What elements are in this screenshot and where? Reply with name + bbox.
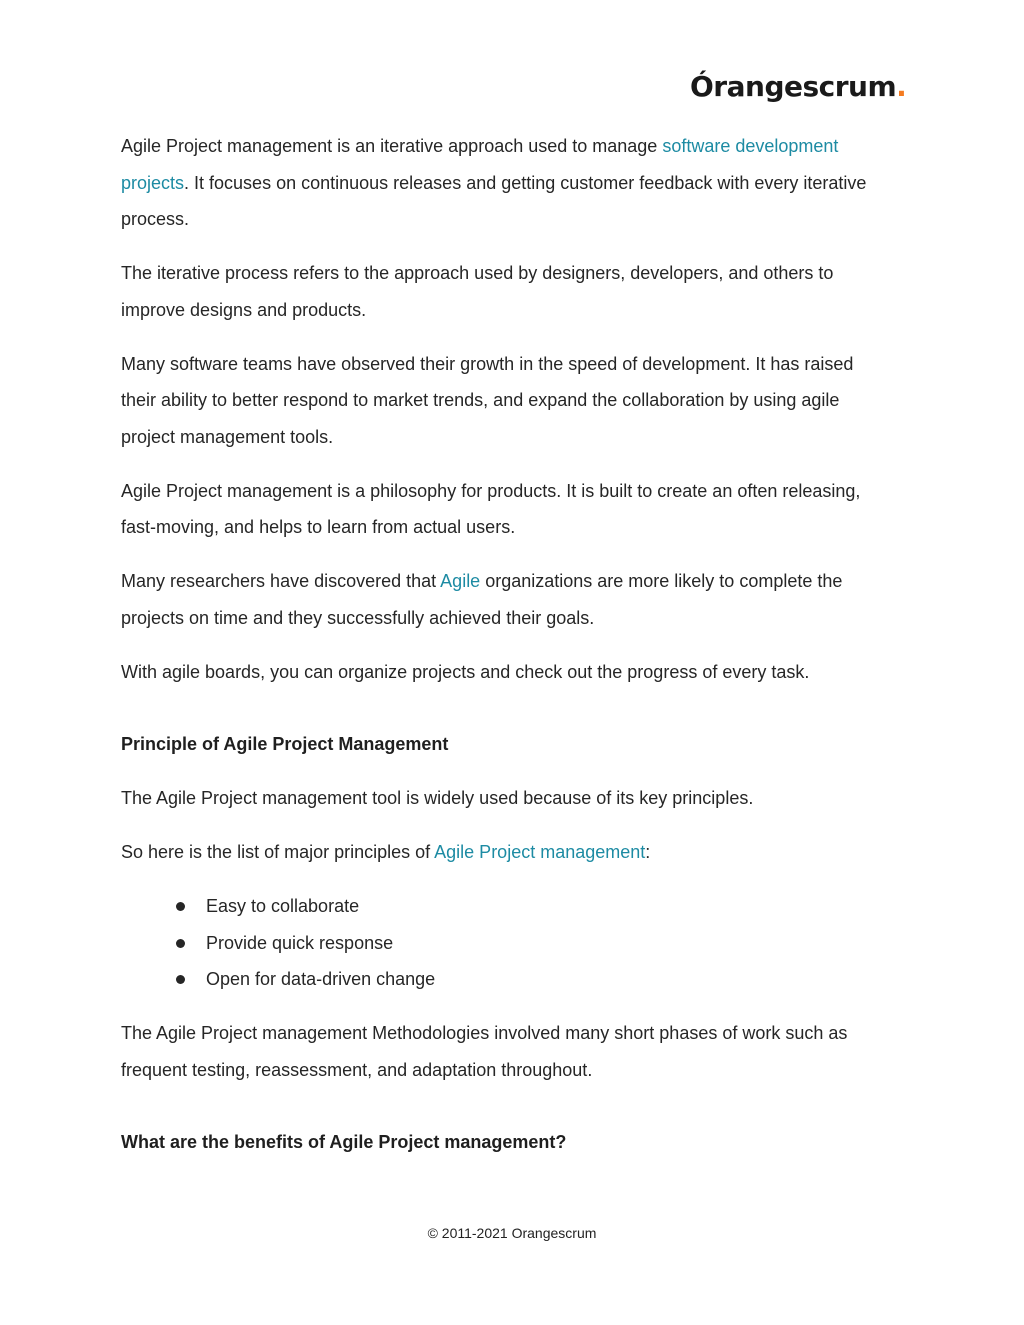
logo-wordmark: Órangescrum (690, 70, 897, 103)
list-item: Easy to collaborate (176, 888, 891, 925)
heading-principle-of-agile: Principle of Agile Project Management (121, 734, 449, 754)
page-footer-copyright: © 2011-2021 Orangescrum (427, 1225, 597, 1241)
bullet-icon (176, 902, 185, 911)
link-agile-project-management[interactable]: Agile Project management (434, 842, 646, 862)
paragraph-methodologies: The Agile Project management Methodologies involved many short phases of work such as frequent testing, reassessment, and adaptation throughout. (121, 1023, 848, 1080)
bullet-icon (176, 939, 185, 948)
heading-benefits: What are the benefits of Agile Project management? (121, 1132, 567, 1152)
paragraph-key-principles: The Agile Project management tool is widely used because of its key principles. (121, 788, 754, 808)
list-item: Provide quick response (176, 925, 891, 962)
orangescrum-logo (690, 70, 907, 110)
list-item: Open for data-driven change (176, 961, 891, 998)
document-body (121, 128, 891, 1178)
paragraph-philosophy: Agile Project management is a philosophy for products. It is built to create an often releasing, fast-moving, and helps to learn from actual users. (121, 480, 861, 537)
bullet-icon (176, 975, 185, 984)
paragraph-list-intro: So here is the list of major principles of Agile Project management: (121, 842, 651, 862)
logo-accent-dot: . (896, 70, 907, 103)
link-software-development-projects[interactable]: software development projects (121, 136, 839, 193)
principles-list (121, 888, 891, 998)
paragraph-iterative-process: The iterative process refers to the approach used by designers, developers, and others to improve designs and products. (121, 263, 834, 320)
paragraph-software-teams: Many software teams have observed their growth in the speed of development. It has raised their ability to better respond to market trends, and expand the collaboration by using agile project management tools. (121, 353, 854, 447)
link-agile[interactable]: Agile (440, 571, 481, 591)
paragraph-intro: Agile Project management is an iterative approach used to manage software development projects. It focuses on continuous releases and getting customer feedback with every iterative process. (121, 136, 867, 229)
paragraph-researchers: Many researchers have discovered that Agile organizations are more likely to complete the projects on time and they successfully achieved their goals. (121, 571, 843, 628)
paragraph-agile-boards: With agile boards, you can organize projects and check out the progress of every task. (121, 661, 810, 682)
